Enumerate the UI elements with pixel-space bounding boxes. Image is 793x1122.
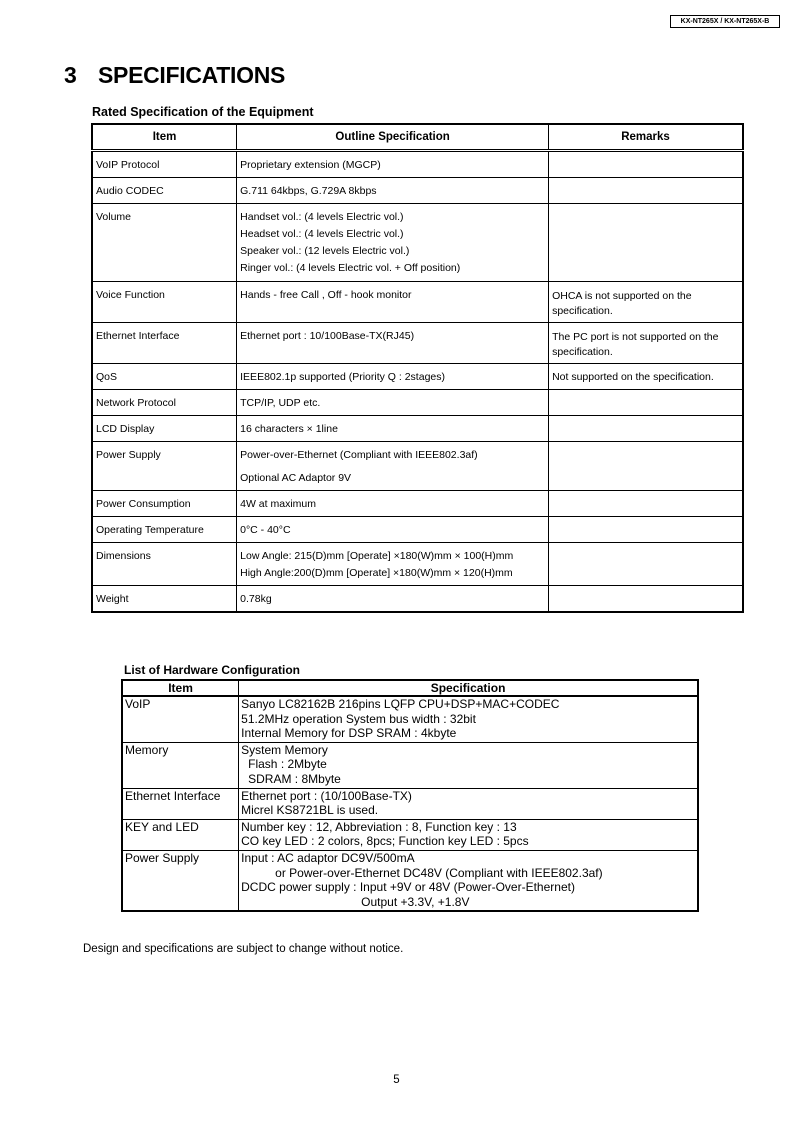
row-remarks [549,178,743,204]
hardware-config-table [121,679,699,912]
row-item: Network Protocol [92,390,237,416]
hardware-header-row [122,680,698,696]
row-spec: Ethernet port : 10/100Base-TX(RJ45) [237,323,549,364]
spec-line: Micrel KS8721BL is used. [241,803,379,818]
row-spec [239,788,698,819]
row-spec [239,742,698,788]
row-item: LCD Display [92,416,237,442]
row-item: Power Consumption [92,491,237,517]
table-row [92,491,743,517]
remarks-line: specification. [552,346,613,358]
remarks-line: OHCA is not supported on the [552,290,692,302]
spec-line: Ethernet port : (10/100Base-TX) [241,788,412,803]
spec-line: Internal Memory for DSP SRAM : 4kbyte [241,726,457,741]
col-header-specification: Specification [239,680,698,696]
row-spec: 0.78kg [237,586,549,613]
col-header-outline: Outline Specification [237,124,549,151]
row-spec [239,696,698,742]
row-remarks [549,517,743,543]
spec-line: CO key LED : 2 colors, 8pcs; Function key LED : 5pcs [241,834,529,849]
table-row [92,282,743,323]
spec-line: SDRAM : 8Mbyte [248,771,341,786]
page-number: 5 [393,1074,400,1086]
change-notice: Design and specifications are subject to change without notice. [83,943,404,955]
row-spec [239,850,698,911]
row-item: Operating Temperature [92,517,237,543]
row-item: Power Supply [92,442,237,491]
spec-line: DCDC power supply : Input +9V or 48V (Power-Over-Ethernet) [241,880,575,895]
row-spec [237,204,549,282]
row-remarks [549,390,743,416]
spec-line: Handset vol.: (4 levels Electric vol.) [240,211,404,223]
row-spec [239,819,698,850]
rated-spec-header-row [92,124,743,151]
col-header-item: Item [122,680,239,696]
table-row [92,543,743,586]
table-row [92,586,743,613]
row-remarks [549,543,743,586]
rated-spec-heading: Rated Specification of the Equipment [92,105,314,119]
row-remarks [549,151,743,178]
section-number: 3 [64,62,77,88]
row-spec [237,543,549,586]
row-item: Ethernet Interface [92,323,237,364]
table-row [122,696,698,742]
row-item: Weight [92,586,237,613]
remarks-line: The PC port is not supported on the [552,331,719,343]
spec-line: System Memory [241,742,328,757]
spec-line: Sanyo LC82162B 216pins LQFP CPU+DSP+MAC+CODEC [241,697,560,711]
row-item: Memory [122,742,239,788]
row-spec: G.711 64kbps, G.729A 8kbps [237,178,549,204]
row-remarks [549,416,743,442]
row-spec: TCP/IP, UDP etc. [237,390,549,416]
row-item: QoS [92,364,237,390]
spec-line: Number key : 12, Abbreviation : 8, Function key : 13 [241,819,517,834]
table-row [122,788,698,819]
col-header-item: Item [92,124,237,151]
table-row [92,178,743,204]
table-row [92,151,743,178]
remarks-line: specification. [552,305,613,317]
row-spec: 16 characters × 1line [237,416,549,442]
row-remarks [549,442,743,491]
table-row [92,323,743,364]
table-row [122,742,698,788]
col-header-remarks: Remarks [549,124,743,151]
rated-spec-table [91,123,744,613]
section-title-text: SPECIFICATIONS [98,62,286,88]
spec-line: 51.2MHz operation System bus width : 32bit [241,711,476,726]
row-item: Ethernet Interface [122,788,239,819]
row-remarks [549,491,743,517]
spec-line: Output +3.3V, +1.8V [361,894,470,909]
row-item: VoIP [122,696,239,742]
row-spec: 0°C - 40°C [237,517,549,543]
section-title [64,62,285,89]
spec-line: Speaker vol.: (12 levels Electric vol.) [240,245,410,257]
spec-line: Power-over-Ethernet (Compliant with IEEE802.3af) [240,449,478,461]
row-remarks [549,323,743,364]
table-row [92,390,743,416]
spec-line: Input : AC adaptor DC9V/500mA [241,850,415,865]
row-spec [237,442,549,491]
row-item: Audio CODEC [92,178,237,204]
row-item: VoIP Protocol [92,151,237,178]
spec-line: Flash : 2Mbyte [248,757,327,772]
spec-line: Headset vol.: (4 levels Electric vol.) [240,228,404,240]
row-item: Volume [92,204,237,282]
row-spec: 4W at maximum [237,491,549,517]
row-spec: IEEE802.1p supported (Priority Q : 2stages) [237,364,549,390]
row-remarks [549,586,743,613]
table-row [92,364,743,390]
row-item: KEY and LED [122,819,239,850]
model-number-box: KX-NT265X / KX-NT265X-B [670,15,780,28]
row-spec: Hands - free Call , Off - hook monitor [237,282,549,323]
row-item: Power Supply [122,850,239,911]
row-remarks [549,204,743,282]
spec-line: High Angle:200(D)mm [Operate] ×180(W)mm × 120(H)mm [240,567,513,579]
table-row [92,442,743,491]
table-row [122,850,698,911]
row-remarks [549,282,743,323]
table-row [92,517,743,543]
table-row [92,416,743,442]
table-row [122,819,698,850]
row-remarks: Not supported on the specification. [549,364,743,390]
spec-line: Low Angle: 215(D)mm [Operate] ×180(W)mm × 100(H)mm [240,550,514,562]
row-item: Dimensions [92,543,237,586]
spec-line: Ringer vol.: (4 levels Electric vol. + Off position) [240,262,461,274]
spec-line: or Power-over-Ethernet DC48V (Compliant with IEEE802.3af) [275,865,603,880]
row-spec: Proprietary extension (MGCP) [237,151,549,178]
table-row [92,204,743,282]
row-item: Voice Function [92,282,237,323]
hardware-config-heading: List of Hardware Configuration [124,663,301,677]
spec-line: Optional AC Adaptor 9V [240,472,352,484]
